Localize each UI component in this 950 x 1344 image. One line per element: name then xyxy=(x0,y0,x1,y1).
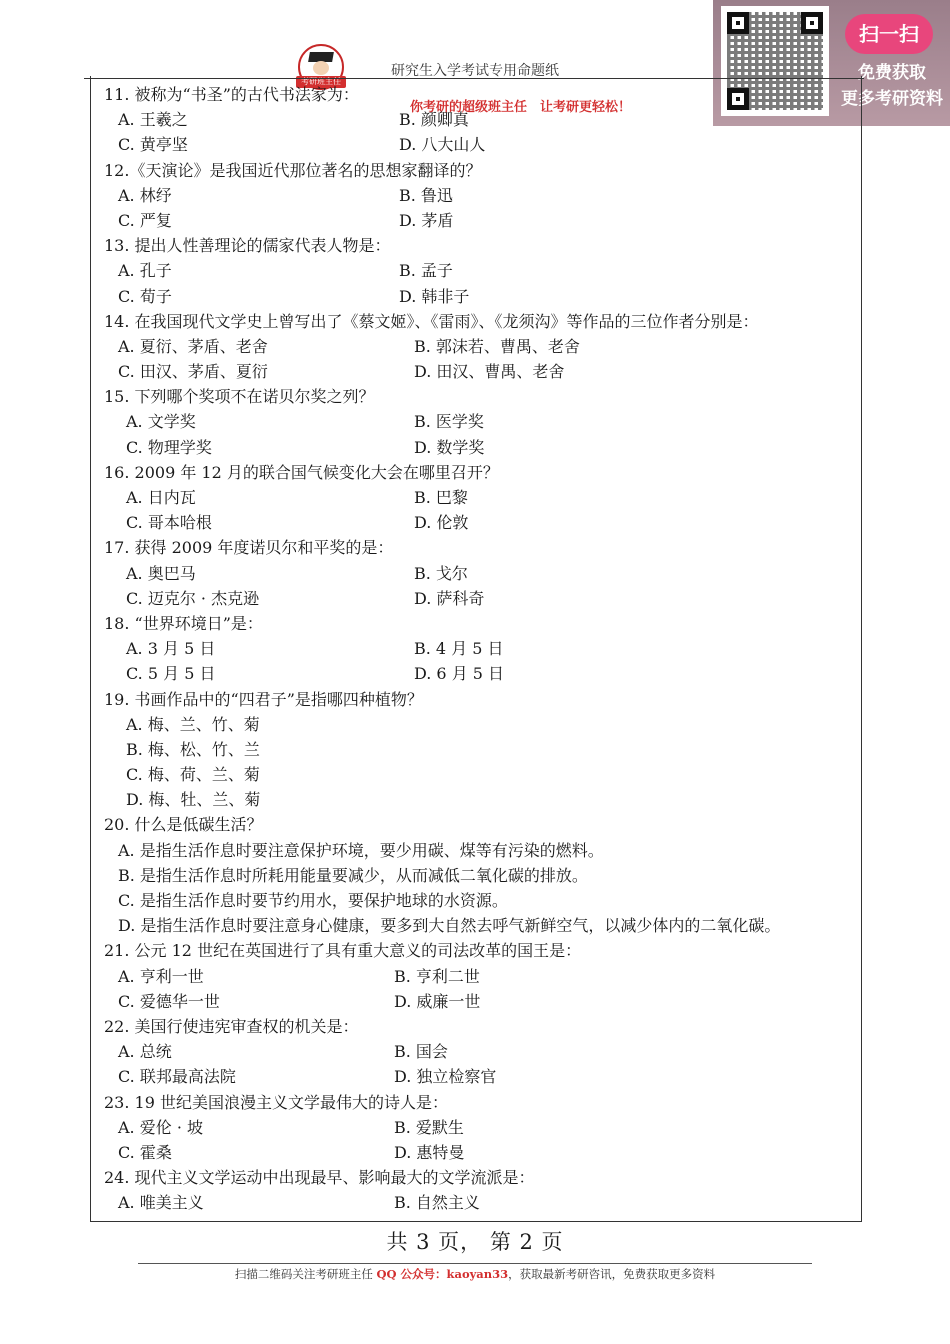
answer-option: C. 田汉、茅盾、夏衍 xyxy=(118,362,268,382)
option-row xyxy=(104,284,854,309)
option-row xyxy=(104,1115,854,1140)
option-row xyxy=(104,1190,854,1215)
option-row xyxy=(104,359,854,384)
answer-option: C. 迈克尔 · 杰克逊 xyxy=(126,588,260,608)
answer-option: A. 夏衍、茅盾、老舍 xyxy=(118,336,268,356)
answer-option: B. 亨利二世 xyxy=(394,966,480,986)
answer-option: A. 梅、兰、竹、菊 xyxy=(126,714,260,734)
option-row xyxy=(104,1039,854,1064)
option-row xyxy=(104,1064,854,1089)
question-stem: 20. 什么是低碳生活？ xyxy=(104,815,263,835)
question-stem: 24. 现代主义文学运动中出现最早、影响最大的文学流派是： xyxy=(104,1168,535,1188)
answer-option: B. 国会 xyxy=(394,1042,448,1062)
option-row xyxy=(104,913,854,938)
answer-option: B. 梅、松、竹、兰 xyxy=(126,739,260,759)
option-row xyxy=(104,989,854,1014)
answer-option: C. 是指生活作息时要节约用水，要保护地球的水资源。 xyxy=(118,891,508,910)
answer-option: B. 鲁迅 xyxy=(399,185,453,205)
option-row xyxy=(104,1140,854,1165)
question-stem: 22. 美国行使违宪审查权的机关是： xyxy=(104,1016,359,1036)
answer-option: D. 独立检察官 xyxy=(394,1067,497,1087)
promo-line-1: 免费获取 xyxy=(858,63,926,83)
answer-option: A. 奥巴马 xyxy=(126,563,196,583)
answer-option: D. 茅盾 xyxy=(399,210,454,230)
footer-note xyxy=(0,1266,950,1282)
footer-note-qq: QQ 公众号：kaoyan33 xyxy=(376,1267,509,1281)
option-row xyxy=(104,636,854,661)
option-row xyxy=(104,863,854,888)
question-stem: 17. 获得 2009 年度诺贝尔和平奖的是： xyxy=(104,538,394,558)
answer-option: B. 巴黎 xyxy=(414,488,468,507)
option-row xyxy=(104,838,854,863)
option-row xyxy=(104,561,854,586)
answer-option: D. 数学奖 xyxy=(414,437,485,457)
answer-option: C. 5 月 5 日 xyxy=(126,664,216,684)
question-stem: 16. 2009 年 12 月的联合国气候变化大会在哪里召开？ xyxy=(104,462,499,482)
answer-option: A. 王羲之 xyxy=(118,110,188,130)
answer-option: C. 联邦最高法院 xyxy=(118,1067,236,1087)
answer-option: B. 4 月 5 日 xyxy=(414,639,504,659)
option-row xyxy=(104,888,854,913)
answer-option: A. 是指生活作息时要注意保护环境，要少用碳、煤等有污染的燃料。 xyxy=(118,840,604,860)
option-row xyxy=(104,964,854,989)
slogan: 你考研的超级班主任 让考研更轻松！ xyxy=(410,100,632,115)
answer-option: C. 黄亭坚 xyxy=(118,135,188,155)
option-row xyxy=(104,107,854,132)
answer-option: A. 总统 xyxy=(118,1042,172,1062)
answer-option: B. 孟子 xyxy=(399,261,453,281)
option-row xyxy=(104,787,854,812)
question-stem: 12.《天演论》是我国近代那位著名的思想家翻译的？ xyxy=(104,160,482,180)
footer-rule xyxy=(138,1263,812,1264)
question-stem: 15. 下列哪个奖项不在诺贝尔奖之列？ xyxy=(104,387,375,407)
answer-option: D. 威廉一世 xyxy=(394,991,481,1011)
answer-option: D. 是指生活作息时要注意身心健康，要多到大自然去呼气新鲜空气，以减少体内的二氧化碳。 xyxy=(118,916,781,936)
answer-option: C. 哥本哈根 xyxy=(126,513,212,533)
answer-option: D. 八大山人 xyxy=(399,135,486,155)
answer-option: A. 爱伦 · 坡 xyxy=(118,1117,203,1137)
option-row xyxy=(104,661,854,686)
answer-option: D. 惠特曼 xyxy=(394,1142,465,1162)
promo-badge: 扫一扫 xyxy=(845,14,933,54)
page-indicator: 共 3 页， 第 2 页 xyxy=(386,1230,564,1254)
option-row xyxy=(104,586,854,611)
question-stem: 14. 在我国现代文学史上曾写出了《蔡文姬》、《雷雨》、《龙须沟》等作品的三位作者分别是： xyxy=(104,311,759,331)
answer-option: A. 唯美主义 xyxy=(118,1193,204,1213)
answer-option: C. 霍桑 xyxy=(118,1142,172,1162)
answer-option: D. 6 月 5 日 xyxy=(414,664,505,684)
answer-option: D. 梅、牡、兰、菊 xyxy=(126,790,261,810)
option-row xyxy=(104,183,854,208)
option-row xyxy=(104,258,854,283)
answer-option: B. 颜卿真 xyxy=(399,110,469,130)
answer-option: D. 萨科奇 xyxy=(414,588,485,608)
option-row xyxy=(104,712,854,737)
answer-option: C. 梅、荷、兰、菊 xyxy=(126,765,260,785)
answer-option: A. 林纾 xyxy=(118,185,172,205)
answer-option: B. 是指生活作息时所耗用能量要减少，从而减低二氧化碳的排放。 xyxy=(118,865,588,885)
option-row xyxy=(104,485,854,510)
option-row xyxy=(104,334,854,359)
sheet-title: 研究生入学考试专用命题纸 xyxy=(391,63,559,79)
option-row xyxy=(104,762,854,787)
question-stem: 23. 19 世纪美国浪漫主义文学最伟大的诗人是： xyxy=(104,1092,448,1112)
logo-text: 考研班主任 xyxy=(296,76,346,88)
answer-option: A. 孔子 xyxy=(118,261,172,281)
question-stem: 19. 书画作品中的“四君子”是指哪四种植物？ xyxy=(104,689,423,709)
question-list xyxy=(104,82,854,1215)
footer-note-pre: 扫描二维码关注考研班主任 xyxy=(234,1267,377,1281)
answer-option: B. 自然主义 xyxy=(394,1193,480,1213)
question-stem: 13. 提出人性善理论的儒家代表人物是： xyxy=(104,236,391,256)
answer-option: D. 伦敦 xyxy=(414,513,469,533)
question-stem: 18. “世界环境日”是： xyxy=(104,613,263,633)
footer-note-post: ，获取最新考研咨讯，免费获取更多资料 xyxy=(508,1267,716,1281)
option-row xyxy=(104,208,854,233)
answer-option: C. 物理学奖 xyxy=(126,437,212,457)
option-row xyxy=(104,737,854,762)
option-row xyxy=(104,435,854,460)
answer-option: C. 爱德华一世 xyxy=(118,991,220,1011)
answer-option: A. 3 月 5 日 xyxy=(126,639,216,659)
option-row xyxy=(104,510,854,535)
answer-option: B. 郭沫若、曹禺、老舍 xyxy=(414,336,580,356)
answer-option: B. 医学奖 xyxy=(414,412,484,432)
answer-option: A. 日内瓦 xyxy=(126,488,196,507)
option-row xyxy=(104,132,854,157)
answer-option: D. 韩非子 xyxy=(399,286,470,306)
question-stem: 11. 被称为“书圣”的古代书法家为： xyxy=(104,85,359,104)
promo-line-2: 更多考研资料 xyxy=(841,89,943,109)
question-stem: 21. 公元 12 世纪在英国进行了具有重大意义的司法改革的国王是： xyxy=(104,941,582,961)
answer-option: A. 亨利一世 xyxy=(118,966,204,986)
answer-option: C. 严复 xyxy=(118,210,172,230)
answer-option: C. 荀子 xyxy=(118,286,172,306)
answer-option: B. 戈尔 xyxy=(414,563,468,583)
answer-option: B. 爱默生 xyxy=(394,1117,464,1137)
answer-option: D. 田汉、曹禺、老舍 xyxy=(414,362,565,382)
option-row xyxy=(104,409,854,434)
answer-option: A. 文学奖 xyxy=(126,412,196,432)
